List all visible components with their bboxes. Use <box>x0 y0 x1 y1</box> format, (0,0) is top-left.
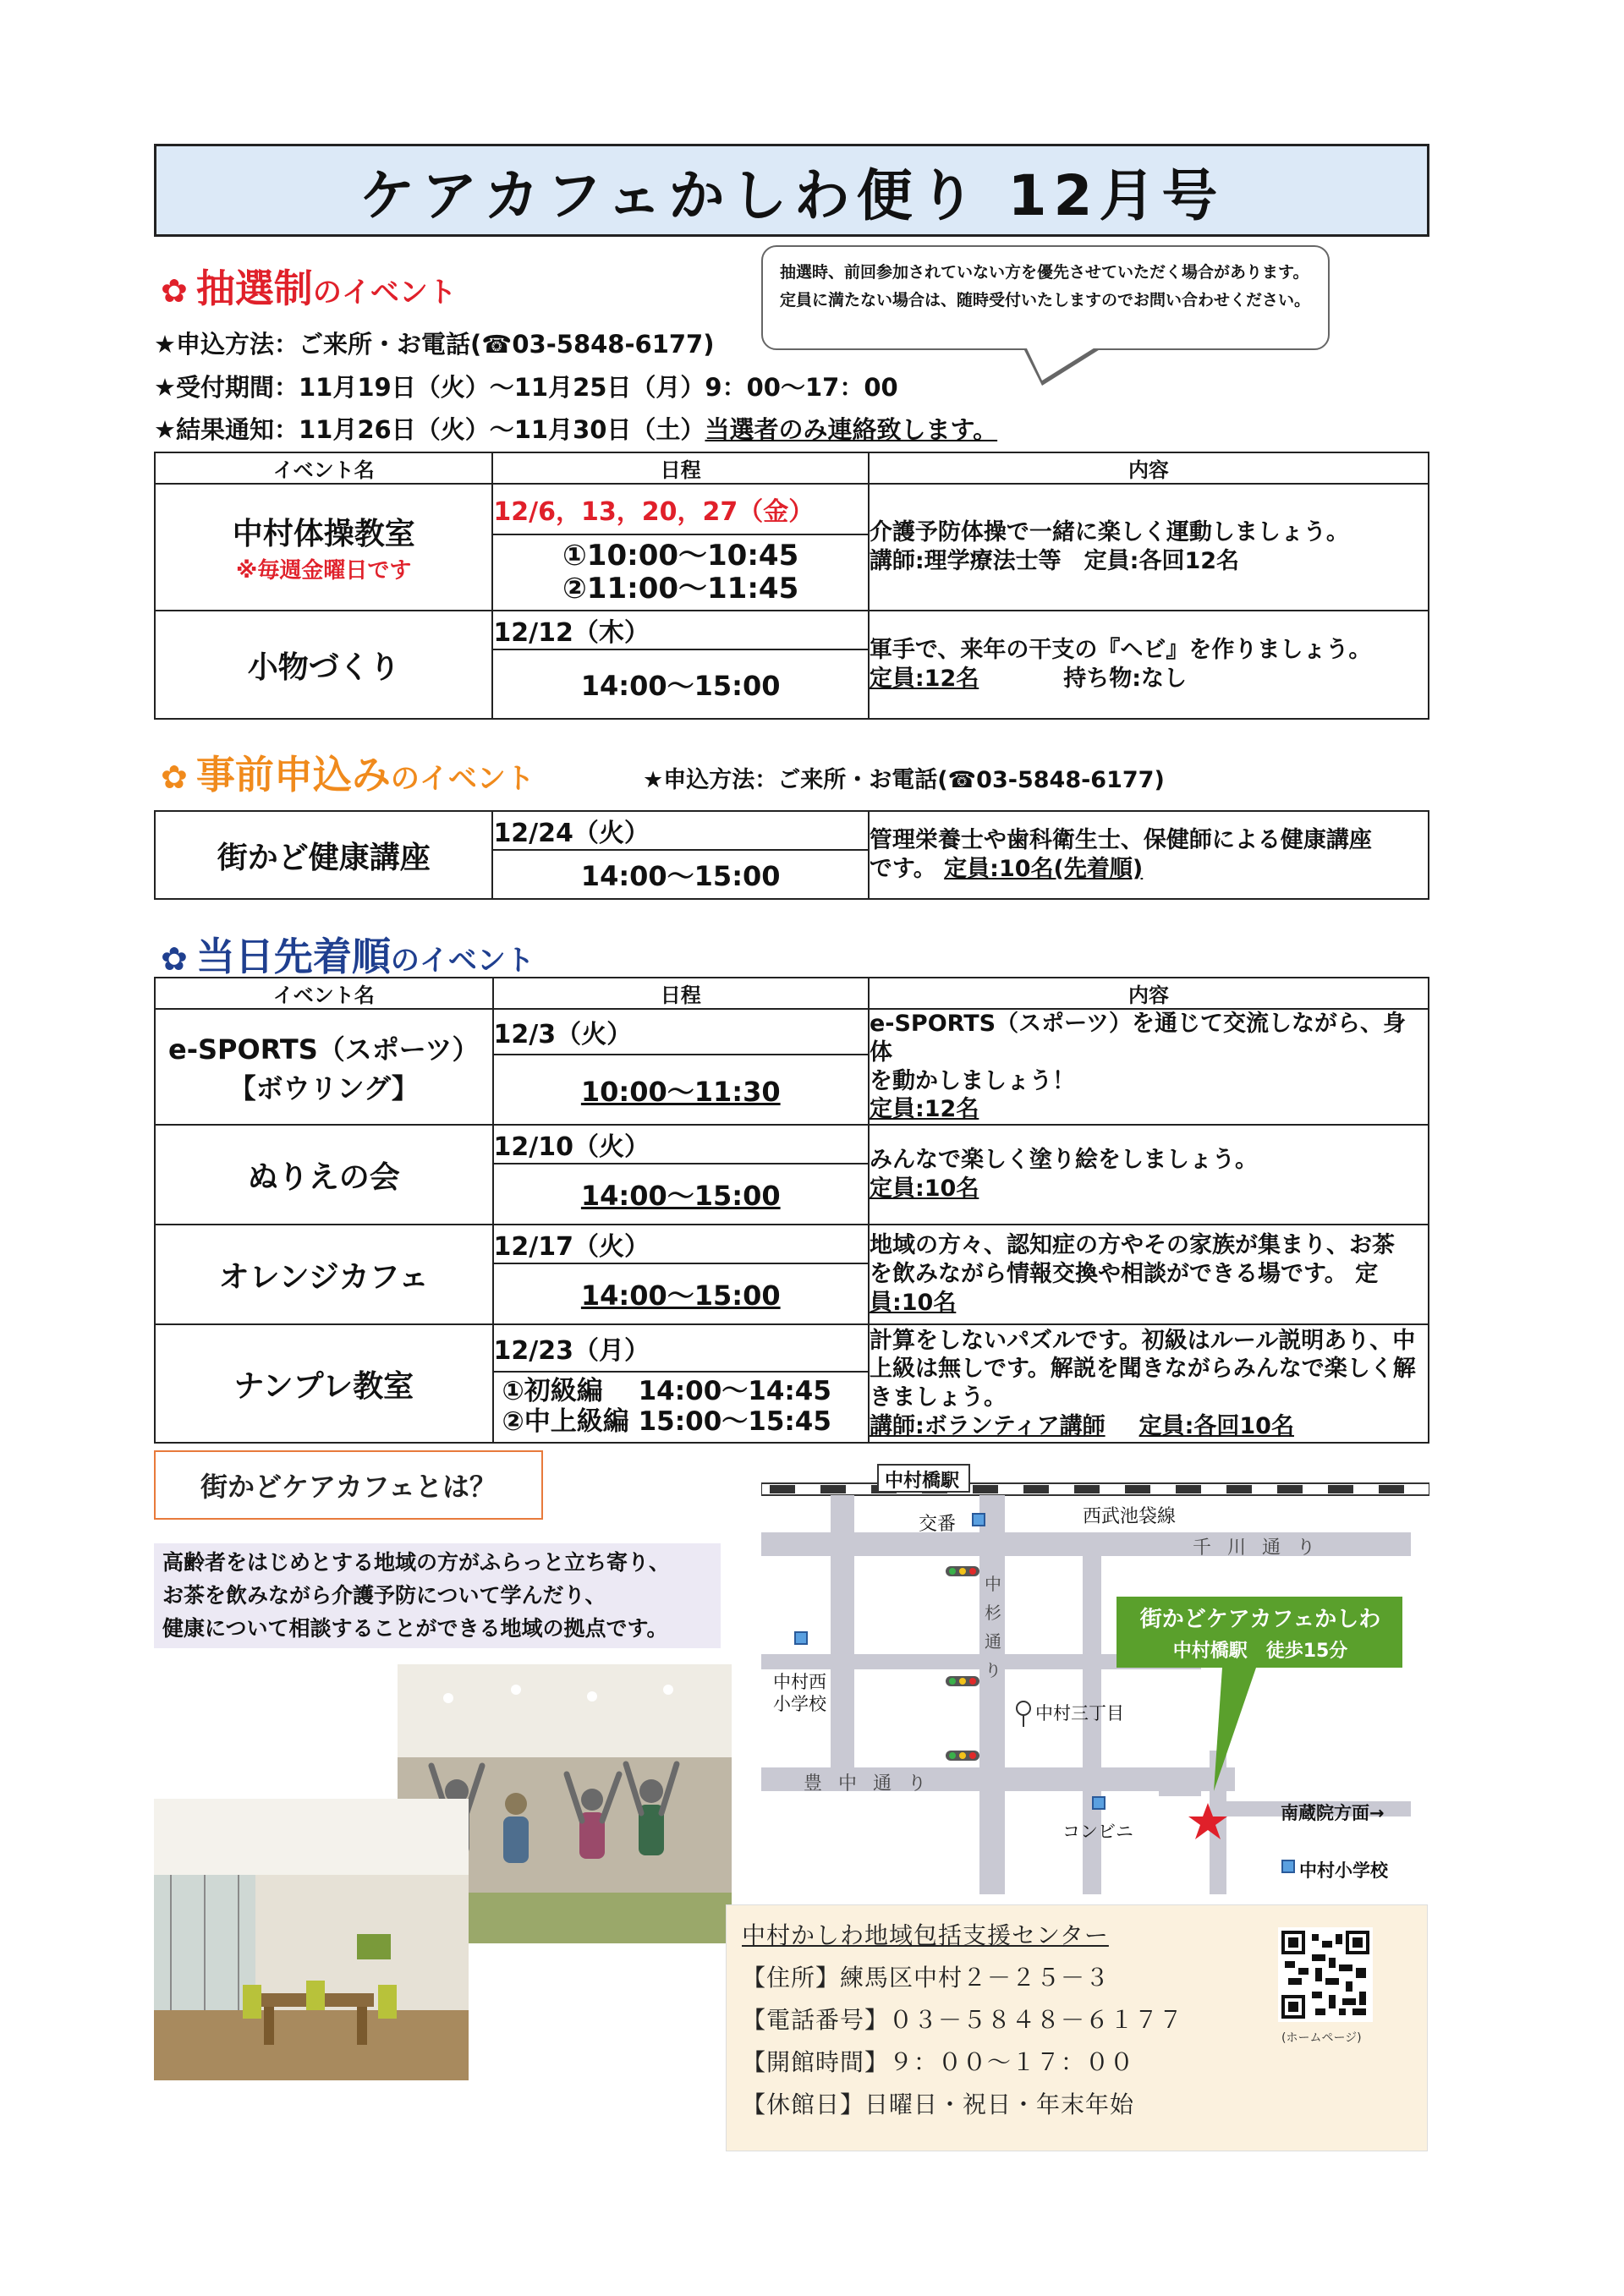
qr-caption: (ホームページ) <box>1281 2031 1362 2045</box>
center-info-box <box>726 1904 1428 2151</box>
map-road-char: 杉 <box>985 1603 1001 1623</box>
map-line-label: 西武池袋線 <box>1083 1506 1177 1527</box>
col-header-name: イベント名 <box>155 452 492 484</box>
event-name: ナンプレ教室 <box>155 1324 493 1443</box>
event-capacity: 定員:12名 <box>869 666 979 692</box>
access-map <box>761 1455 1429 1894</box>
col-header-content: 内容 <box>869 452 1429 484</box>
event-content-cell <box>869 611 1429 719</box>
lottery-period: ★受付期間：11月19日（火）～11月25日（月）9：00～17：00 <box>154 373 898 402</box>
event-time: ①10:00～10:45 <box>562 538 799 573</box>
lottery-heading-main: 抽選制 <box>195 266 313 311</box>
map-station-label: 中村橋駅 <box>885 1471 960 1492</box>
event-date: 12/23（月） <box>493 1324 869 1372</box>
about-description <box>154 1543 721 1648</box>
event-capacity: 定員:10名(先着順) <box>944 856 1144 882</box>
event-time: 14:00～15:00 <box>493 1263 869 1324</box>
event-content-line: 上級は無しです。解説を聞きながらみんなで楽しく解 <box>869 1356 1416 1383</box>
event-name: 中村体操教室 <box>232 517 415 551</box>
event-content-line: 講師:理学療法士等 定員:各回12名 <box>869 548 1240 574</box>
advance-table <box>154 810 1429 900</box>
event-content-line: です。 <box>869 856 936 882</box>
event-date: 12/6，13，20，27（金） <box>492 484 868 534</box>
flower-icon: ✿ <box>161 940 188 978</box>
event-content-line: 計算をしないパズルです。初級はルール説明あり、中 <box>869 1327 1416 1354</box>
event-date: 12/17（火） <box>493 1225 869 1263</box>
lottery-apply: ★申込方法：ご来所・お電話(☎03-5848-6177) <box>154 330 715 359</box>
advance-apply: ★申込方法：ご来所・お電話(☎03-5848-6177) <box>643 767 1165 793</box>
map-road-char: り <box>985 1660 1001 1680</box>
sameday-heading-sub: のイベント <box>390 944 535 978</box>
event-content-line: を動かしましょう！ <box>869 1067 1075 1094</box>
event-name-note: ※毎週金曜日です <box>236 558 412 584</box>
lottery-table <box>154 452 1429 720</box>
event-capacity: 定員:12名 <box>869 1096 979 1123</box>
about-label: 街かどケアカフェとは？ <box>154 1450 543 1520</box>
event-capacity: 員:10名 <box>869 1289 957 1316</box>
map-senkawa-road: 千 川 通 り <box>1193 1537 1320 1559</box>
event-name-cell <box>155 484 492 611</box>
event-content-line: きましょう。 <box>869 1384 1007 1411</box>
event-content-cell <box>869 1225 1429 1324</box>
map-callout-title: 街かどケアカフェかしわ <box>1139 1607 1381 1632</box>
map-road-char: 通 <box>985 1631 1001 1652</box>
event-content-line: を飲みながら情報交換や相談ができる場です。 定 <box>869 1261 1379 1288</box>
flower-icon: ✿ <box>161 759 188 796</box>
newsletter-title-box <box>154 144 1429 237</box>
event-time: 14:00～15:00 <box>492 850 868 899</box>
advance-heading-sub: のイベント <box>390 762 535 796</box>
event-time-cell <box>493 1372 869 1443</box>
event-name: オレンジカフェ <box>155 1225 493 1324</box>
event-name: e-SPORTS（スポーツ） <box>168 1033 480 1066</box>
flower-icon: ✿ <box>161 272 188 310</box>
event-name: ぬりえの会 <box>155 1125 493 1225</box>
map-toyonaka-road: 豊 中 通 り <box>804 1773 931 1795</box>
event-name-sub: 【ボウリング】 <box>228 1071 419 1104</box>
event-name: 小物づくり <box>155 611 492 719</box>
event-capacity: 定員:各回10名 <box>1138 1412 1294 1439</box>
sameday-table <box>154 977 1429 1444</box>
event-content-cell <box>869 484 1429 611</box>
lottery-note-bubble: 抽選時、前回参加されていない方を優先させていただく場合があります。定員に満たない場合は、随時受付いたしますのでお問い合わせください。 <box>761 245 1330 350</box>
event-time: ②11:00～11:45 <box>562 572 799 606</box>
event-time: 14:00～15:00 <box>492 649 868 719</box>
map-west-school-label <box>773 1671 826 1716</box>
event-date: 12/12（木） <box>492 611 868 649</box>
map-sanchome-label: 中村三丁目 <box>1035 1703 1124 1723</box>
map-road-char: 中 <box>985 1574 1001 1594</box>
event-date: 12/10（火） <box>493 1125 869 1164</box>
event-content-cell <box>869 811 1429 899</box>
center-address: 【住所】練馬区中村２－２５－３ <box>742 1964 1111 1992</box>
event-date: 12/3（火） <box>493 1009 869 1055</box>
event-content-line: 管理栄養士や歯科衛生士、保健師による健康講座 <box>869 827 1372 854</box>
event-content-line: 介護予防体操で一緒に楽しく運動しましょう。 <box>869 519 1349 546</box>
about-line: お茶を飲みながら介護予防について学んだり、 <box>162 1582 606 1608</box>
cafe-room-photo <box>154 1799 469 2080</box>
event-capacity: 定員:10名 <box>869 1175 979 1202</box>
center-hours: 【開館時間】９：００～１７：００ <box>742 2048 1135 2076</box>
event-content-cell <box>869 1009 1429 1125</box>
bubble-tail-inner <box>1026 347 1096 381</box>
event-content-line: 地域の方々、認知症の方やその家族が集まり、お茶 <box>869 1232 1395 1259</box>
event-lecturer: 講師:ボランティア講師 <box>869 1412 1106 1439</box>
lottery-heading-sub: のイベント <box>312 276 457 310</box>
map-callout-sub: 中村橋駅 徒歩15分 <box>1172 1641 1348 1662</box>
event-time: ②中上級編 15:00～15:45 <box>502 1406 831 1437</box>
lottery-heading <box>161 258 457 314</box>
col-header-date: 日程 <box>493 978 869 1009</box>
about-line: 健康について相談することができる地域の拠点です。 <box>162 1615 668 1641</box>
map-label-line: 小学校 <box>773 1694 826 1715</box>
about-line: 高齢者をはじめとする地域の方がふらっと立ち寄り、 <box>162 1550 671 1575</box>
event-time-cell <box>492 534 868 611</box>
lottery-result-prefix: ★結果通知：11月26日（火）～11月30日（土） <box>154 415 705 444</box>
event-content-cell <box>869 1125 1429 1225</box>
event-content-line: e-SPORTS（スポーツ）を通じて交流しながら、身体 <box>869 1011 1407 1066</box>
event-name: 街かど健康講座 <box>155 811 492 899</box>
advance-heading <box>161 744 535 800</box>
center-name: 中村かしわ地域包括支援センター <box>742 1921 1109 1949</box>
center-closed: 【休館日】日曜日・祝日・年末年始 <box>742 2091 1135 2118</box>
col-header-date: 日程 <box>492 452 868 484</box>
qr-code-icon[interactable] <box>1278 1927 1373 2022</box>
event-content-line: 軍手で、来年の干支の『ヘビ』を作りましょう。 <box>869 637 1372 664</box>
lottery-result-note: 当選者のみ連絡致します。 <box>705 415 998 444</box>
sameday-heading-main: 当日先着順 <box>195 934 391 979</box>
map-nakasugi-road <box>985 1570 1005 1685</box>
event-date: 12/24（火） <box>492 811 868 850</box>
map-callout <box>1125 1602 1396 1663</box>
advance-heading-main: 事前申込み <box>195 752 391 797</box>
col-header-name: イベント名 <box>155 978 493 1009</box>
event-time: 14:00～15:00 <box>493 1164 869 1225</box>
event-time: 10:00～11:30 <box>493 1055 869 1125</box>
map-konbini-label: コンビニ <box>1062 1822 1133 1842</box>
newsletter-title: ケアカフェかしわ便り 12月号 <box>359 162 1225 228</box>
event-belongings: 持ち物:なし <box>1063 666 1188 692</box>
event-content-line: みんなで楽しく塗り絵をしましょう。 <box>869 1147 1258 1174</box>
map-koban-label: 交番 <box>919 1514 957 1535</box>
col-header-content: 内容 <box>869 978 1429 1009</box>
lottery-result <box>154 411 997 446</box>
event-name-cell <box>155 1009 493 1125</box>
event-content-cell <box>869 1324 1429 1443</box>
event-time: ①初級編 14:00～14:45 <box>502 1376 831 1407</box>
map-school-label: 中村小学校 <box>1299 1860 1388 1881</box>
map-label-line: 中村西 <box>773 1672 826 1692</box>
sameday-heading <box>161 926 535 982</box>
center-phone: 【電話番号】０３－５８４８－６１７７ <box>742 2006 1184 2034</box>
map-nanzoin-label: 南蔵院方面→ <box>1281 1803 1385 1823</box>
